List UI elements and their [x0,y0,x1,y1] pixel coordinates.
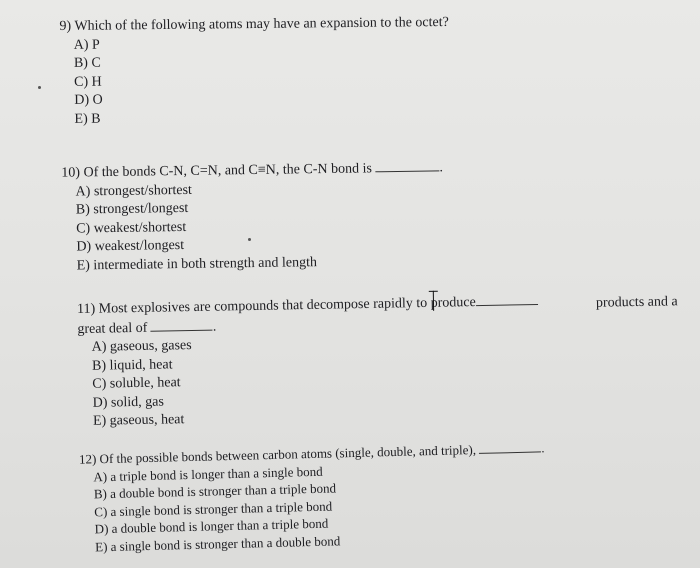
question-12 [79,439,547,555]
q11-option-d[interactable]: D) solid, gas [92,394,164,411]
question-11 [77,292,540,432]
stem-period: . [212,319,217,335]
answer-blank [375,158,439,172]
q10-option-a[interactable]: A) strongest/shortest [75,182,192,199]
q11-option-b[interactable]: B) liquid, heat [91,356,173,374]
question-9-stem: 9) Which of the following atoms may have an expansion to the octet? [59,14,449,35]
question-12-stem: 12) Of the possible bonds between carbon atoms (single, double, and triple), [78,442,477,467]
q10-option-e[interactable]: E) intermediate in both strength and length [76,254,318,273]
q11-option-e[interactable]: E) gaseous, heat [92,412,185,429]
question-11-stem-b: great deal of [77,320,148,337]
answer-blank [479,439,541,454]
q12-option-e[interactable]: E) a single bond is stronger than a double bond [94,532,341,554]
question-10 [61,158,444,275]
stem-period: . [439,160,443,176]
q9-option-e[interactable]: E) B [74,111,101,127]
q9-option-c[interactable]: C) H [74,74,102,90]
q9-option-b[interactable]: B) C [73,55,101,71]
q12-option-b[interactable]: B) a double bond is stronger than a triple bond [93,480,337,502]
q9-option-d[interactable]: D) O [74,92,103,108]
question-10-stem: 10) Of the bonds C-N, C=N, and C≡N, the C-N bond is [61,161,373,181]
dust-speck [38,86,41,89]
q12-option-c[interactable]: C) a single bond is stronger than a triple bond [94,498,333,519]
question-9 [59,14,449,129]
q10-option-c[interactable]: C) weakest/shortest [76,219,187,236]
answer-blank [151,317,213,331]
answer-blank [476,292,538,306]
q12-option-a[interactable]: A) a triple bond is longer than a single bond [93,463,323,484]
q11-option-c[interactable]: C) soluble, heat [92,375,181,392]
question-11-stem-tail: products and a [595,294,678,311]
q10-option-b[interactable]: B) strongest/longest [75,200,189,218]
q9-option-a[interactable]: A) P [73,37,100,53]
q11-option-a[interactable]: A) gaseous, gases [91,338,192,355]
question-11-stem-a: 11) Most explosives are compounds that decompose rapidly to produce [76,295,476,318]
stem-period: . [541,440,545,456]
q12-option-d[interactable]: D) a double bond is longer than a triple bond [94,515,329,537]
q10-option-d[interactable]: D) weakest/longest [76,237,185,255]
